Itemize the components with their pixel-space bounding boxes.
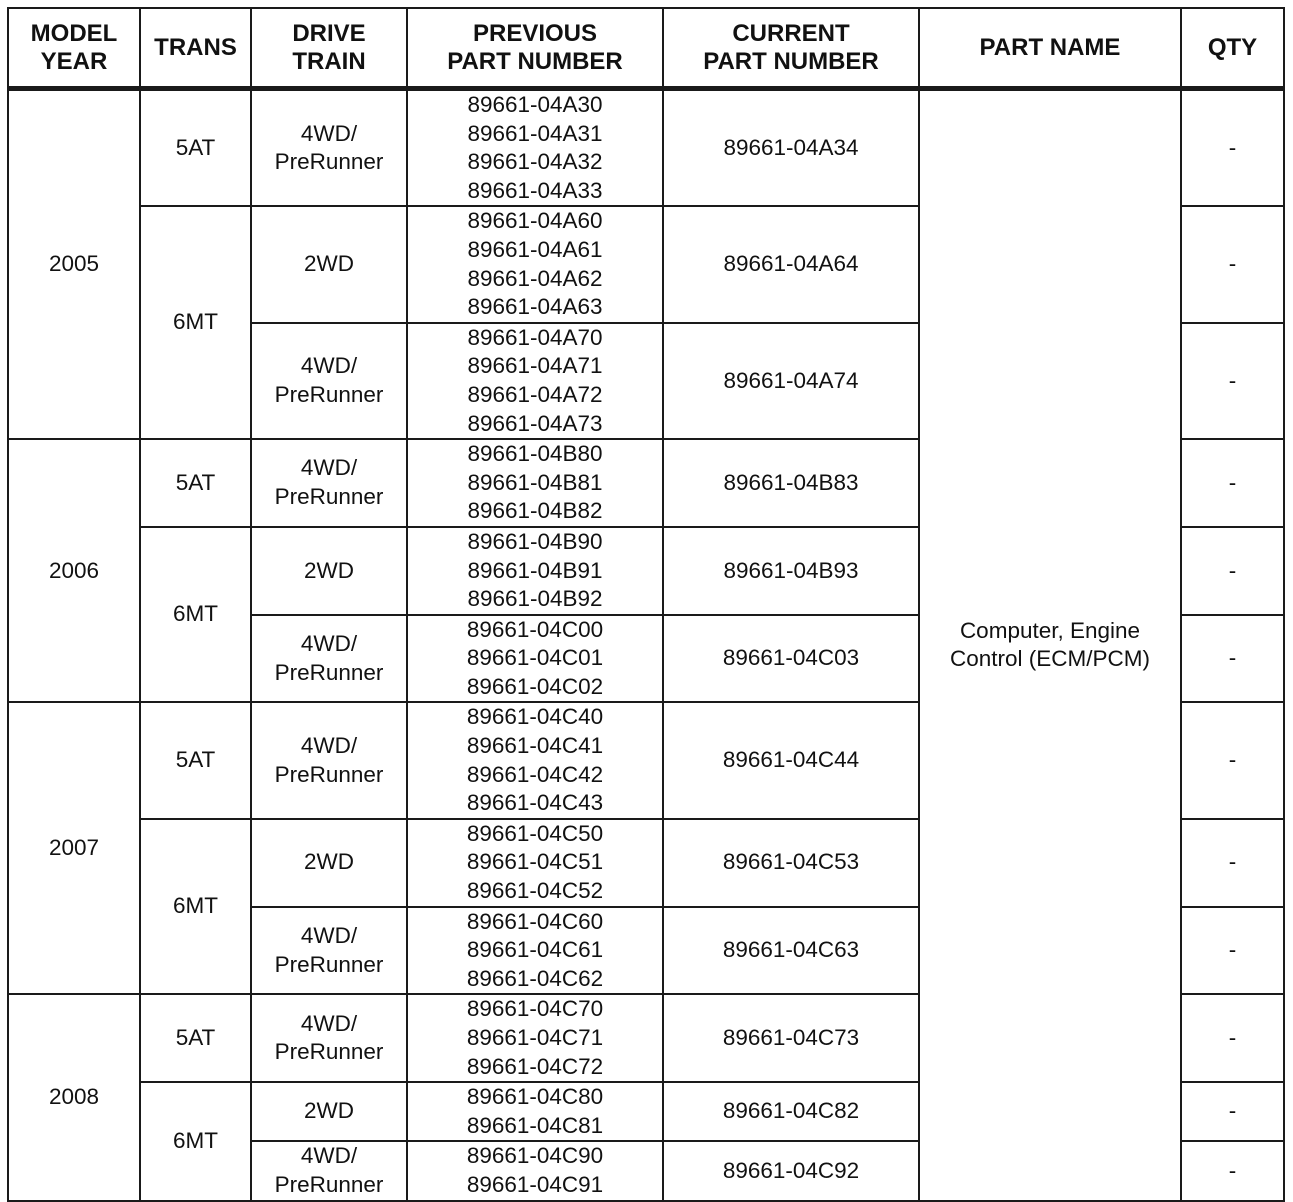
header-qty (1181, 8, 1284, 89)
previous-part-number: 89661-04C60 (466, 908, 604, 934)
previous-part-number: 89661-04A71 (467, 353, 603, 379)
trans-cell: 6MT (140, 1082, 251, 1200)
model-year-cell: 2007 (8, 702, 140, 994)
previous-part-number: 89661-04A73 (467, 410, 603, 436)
trans-cell: 6MT (140, 819, 251, 995)
drive-train-line: PreRunner (274, 149, 384, 175)
table-body (8, 89, 1284, 1201)
previous-part-number: 89661-04C01 (466, 645, 604, 671)
trans-cell: 5AT (140, 994, 251, 1082)
previous-part-number-cell (407, 702, 663, 818)
drive-train-cell (251, 994, 407, 1082)
previous-part-number-cell (407, 89, 663, 207)
header-part-name (919, 8, 1181, 89)
drive-train-line: 4WD/ (300, 120, 358, 146)
previous-part-number: 89661-04B81 (467, 469, 603, 495)
previous-part-number: 89661-04A62 (467, 265, 603, 291)
header-label-line: PREVIOUS (472, 19, 598, 47)
header-label-line: QTY (1207, 33, 1258, 61)
previous-part-number: 89661-04C41 (466, 733, 604, 759)
trans-cell: 5AT (140, 702, 251, 818)
header-model-year (8, 8, 140, 89)
drive-train-line: PreRunner (274, 484, 384, 510)
previous-part-number: 89661-04B82 (467, 498, 603, 524)
current-part-number-cell: 89661-04C44 (663, 702, 919, 818)
previous-part-number: 89661-04C43 (466, 790, 604, 816)
drive-train-cell (251, 702, 407, 818)
drive-train-cell (251, 615, 407, 703)
previous-part-number: 89661-04B91 (467, 557, 603, 583)
model-year-cell: 2008 (8, 994, 140, 1200)
qty-cell: - (1181, 206, 1284, 322)
previous-part-number: 89661-04B90 (467, 528, 603, 554)
previous-part-number: 89661-04B80 (467, 441, 603, 467)
current-part-number-cell: 89661-04C03 (663, 615, 919, 703)
previous-part-number: 89661-04C80 (466, 1084, 604, 1110)
drive-train-line: 4WD/ (300, 922, 358, 948)
drive-train-line: PreRunner (274, 381, 384, 407)
drive-train-line: 2WD (304, 251, 354, 277)
current-part-number-cell: 89661-04C53 (663, 819, 919, 907)
drive-train-line: PreRunner (274, 1039, 384, 1065)
header-drive-train (251, 8, 407, 89)
previous-part-number-cell (407, 819, 663, 907)
trans-cell: 6MT (140, 527, 251, 703)
qty-cell: - (1181, 907, 1284, 995)
previous-part-number-cell (407, 994, 663, 1082)
drive-train-line: PreRunner (274, 1171, 384, 1197)
previous-part-number: 89661-04C52 (466, 878, 604, 904)
previous-part-number: 89661-04C70 (466, 996, 604, 1022)
drive-train-line: 2WD (304, 849, 354, 875)
header-label-line: PART NAME (979, 33, 1121, 61)
drive-train-line: PreRunner (274, 951, 384, 977)
previous-part-number: 89661-04B92 (467, 586, 603, 612)
drive-train-cell (251, 1082, 407, 1141)
current-part-number-cell: 89661-04C92 (663, 1141, 919, 1200)
trans-cell: 5AT (140, 439, 251, 527)
part-name-cell (919, 89, 1181, 1201)
previous-part-number: 89661-04C51 (466, 849, 604, 875)
drive-train-cell (251, 89, 407, 207)
previous-part-number: 89661-04C00 (466, 616, 604, 642)
previous-part-number-cell (407, 907, 663, 995)
ecm-parts-table (7, 7, 1285, 1202)
previous-part-number: 89661-04C42 (466, 761, 604, 787)
previous-part-number-cell (407, 323, 663, 439)
previous-part-number: 89661-04C61 (466, 937, 604, 963)
drive-train-line: 2WD (304, 1098, 354, 1124)
header-row (8, 8, 1284, 89)
header-label-line: TRANS (154, 33, 237, 61)
previous-part-number: 89661-04C71 (466, 1025, 604, 1050)
header-previous-part-number (407, 8, 663, 89)
current-part-number-cell: 89661-04C63 (663, 907, 919, 995)
previous-part-number: 89661-04A63 (467, 294, 603, 320)
previous-part-number: 89661-04C02 (466, 673, 604, 699)
model-year-cell: 2005 (8, 89, 140, 440)
part-name-line: Control (ECM/PCM) (949, 646, 1151, 672)
previous-part-number-cell (407, 527, 663, 615)
drive-train-cell (251, 907, 407, 995)
drive-train-line: 4WD/ (300, 733, 358, 759)
drive-train-line: 4WD/ (300, 455, 358, 481)
drive-train-cell (251, 527, 407, 615)
current-part-number-cell: 89661-04B93 (663, 527, 919, 615)
previous-part-number: 89661-04C81 (466, 1112, 604, 1138)
previous-part-number: 89661-04C62 (466, 965, 604, 991)
header-label-line: MODEL (30, 19, 118, 47)
drive-train-line: 4WD/ (300, 353, 358, 379)
qty-cell: - (1181, 994, 1284, 1082)
previous-part-number: 89661-04A33 (467, 177, 603, 203)
current-part-number-cell: 89661-04C73 (663, 994, 919, 1082)
drive-train-line: 4WD/ (300, 1143, 358, 1169)
drive-train-line: 2WD (304, 557, 354, 583)
qty-cell: - (1181, 702, 1284, 818)
previous-part-number: 89661-04C91 (466, 1171, 604, 1197)
current-part-number-cell: 89661-04A34 (663, 89, 919, 207)
previous-part-number: 89661-04A30 (467, 92, 603, 117)
drive-train-cell (251, 1141, 407, 1200)
previous-part-number-cell (407, 615, 663, 703)
table-row (8, 89, 1284, 118)
previous-part-number: 89661-04A72 (467, 381, 603, 407)
header-label-line: CURRENT (732, 19, 850, 47)
qty-cell: - (1181, 1082, 1284, 1141)
trans-cell: 5AT (140, 89, 251, 207)
drive-train-cell (251, 439, 407, 527)
previous-part-number: 89661-04A31 (467, 120, 603, 146)
model-year-cell: 2006 (8, 439, 140, 702)
drive-train-line: 4WD/ (300, 1010, 358, 1036)
trans-cell: 6MT (140, 206, 251, 439)
header-label-line: YEAR (40, 47, 108, 75)
previous-part-number: 89661-04C40 (466, 704, 604, 730)
qty-cell: - (1181, 819, 1284, 907)
previous-part-number: 89661-04C50 (466, 820, 604, 846)
qty-cell: - (1181, 439, 1284, 527)
previous-part-number: 89661-04A70 (467, 324, 603, 350)
header-label-line: PART NUMBER (447, 47, 623, 75)
previous-part-number-cell (407, 439, 663, 527)
header-trans (140, 8, 251, 89)
drive-train-line: PreRunner (274, 761, 384, 787)
drive-train-cell (251, 819, 407, 907)
header-current-part-number (663, 8, 919, 89)
drive-train-line: 4WD/ (300, 630, 358, 656)
part-name-line: Computer, Engine (959, 617, 1141, 643)
header-label-line: PART NUMBER (703, 47, 879, 75)
drive-train-cell (251, 323, 407, 439)
current-part-number-cell: 89661-04A74 (663, 323, 919, 439)
current-part-number-cell: 89661-04B83 (663, 439, 919, 527)
previous-part-number-cell (407, 206, 663, 322)
qty-cell: - (1181, 323, 1284, 439)
header-label-line: TRAIN (292, 47, 366, 75)
previous-part-number: 89661-04A61 (467, 236, 603, 262)
header-label-line: DRIVE (292, 19, 366, 47)
previous-part-number: 89661-04C72 (466, 1053, 604, 1079)
drive-train-cell (251, 206, 407, 322)
previous-part-number: 89661-04C90 (466, 1143, 604, 1169)
qty-cell: - (1181, 615, 1284, 703)
qty-cell: - (1181, 1141, 1284, 1200)
previous-part-number-cell (407, 1141, 663, 1200)
qty-cell: - (1181, 89, 1284, 207)
current-part-number-cell: 89661-04A64 (663, 206, 919, 322)
previous-part-number-cell (407, 1082, 663, 1141)
previous-part-number: 89661-04A60 (467, 208, 603, 234)
qty-cell: - (1181, 527, 1284, 615)
previous-part-number: 89661-04A32 (467, 149, 603, 175)
drive-train-line: PreRunner (274, 659, 384, 685)
current-part-number-cell: 89661-04C82 (663, 1082, 919, 1141)
